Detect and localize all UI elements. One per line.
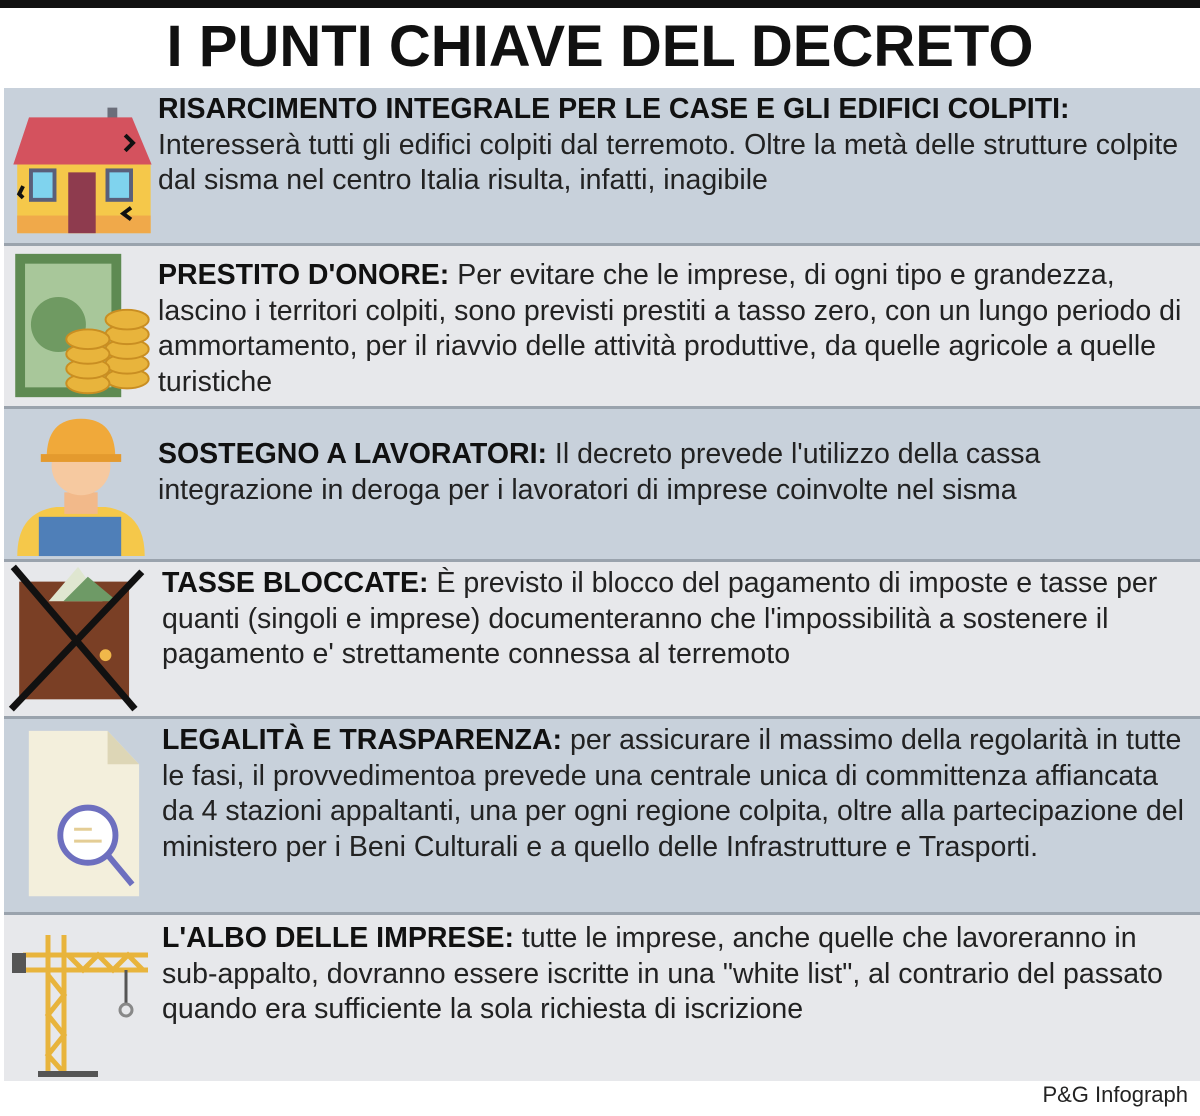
key-point-heading: TASSE BLOCCATE: (162, 567, 429, 599)
key-point-4 (4, 562, 1200, 719)
crane-icon (8, 915, 153, 1081)
house-icon (8, 88, 153, 243)
crossed-wallet-icon (8, 562, 153, 716)
key-point-text: È previsto il blocco del pagamento di imposte e tasse per quanti (singoli e imprese) documenteranno che l'impossibilità a sostenere il pagamento e' strettamente connessa al terremoto (162, 567, 1158, 670)
key-point-text: Per evitare che le imprese, di ogni tipo e grandezza, lascino i territori colpiti, sono previsti prestiti a tasso zero, con un lungo periodo di ammortamento, per il riavvio delle attività produttive, da quelle agricole a quelle turistiche (158, 259, 1182, 398)
key-point-6 (4, 915, 1200, 1081)
key-point-text: Il decreto prevede l'utilizzo della cassa integrazione in deroga per i lavoratori di imprese coinvolte nel sisma (158, 438, 1041, 506)
key-point-heading: RISARCIMENTO INTEGRALE PER LE CASE E GLI EDIFICI COLPITI: (158, 93, 1070, 125)
credit: P&G Infograph (1042, 1082, 1188, 1107)
key-point-heading: PRESTITO D'ONORE: (158, 259, 450, 291)
key-point-3 (4, 409, 1200, 562)
key-point-heading: SOSTEGNO A LAVORATORI: (158, 438, 547, 470)
key-point-5 (4, 719, 1200, 915)
key-point-heading: L'ALBO DELLE IMPRESE: (162, 922, 514, 954)
page-title: I PUNTI CHIAVE DEL DECRETO (166, 14, 1034, 79)
key-point-1 (4, 88, 1200, 246)
key-point-text: per assicurare il massimo della regolarità in tutte le fasi, il provvedimentoa prevede una centrale unica di committenza affiancata da 4 stazioni appaltanti, una per ogni regione colpita, oltre alla partecipazione del ministero per i Beni Culturali e a quello delle Infrastrutture e Trasporti. (162, 724, 1184, 863)
key-point-text: tutte le imprese, anche quelle che lavoreranno in sub-appalto, dovranno essere iscritte in una "white list", al contrario del passato quando era sufficiente la sola richiesta di iscrizione (162, 922, 1163, 1025)
document-magnifier-icon (8, 719, 153, 912)
money-coins-icon (8, 246, 153, 406)
worker-icon (8, 409, 153, 559)
top-rule (0, 0, 1200, 8)
key-point-text: Interesserà tutti gli edifici colpiti dal terremoto. Oltre la metà delle strutture colpite dal sisma nel centro Italia risulta, infatti, inagibile (158, 128, 1179, 196)
key-point-2 (4, 246, 1200, 409)
key-point-heading: LEGALITÀ E TRASPARENZA: (162, 724, 563, 756)
